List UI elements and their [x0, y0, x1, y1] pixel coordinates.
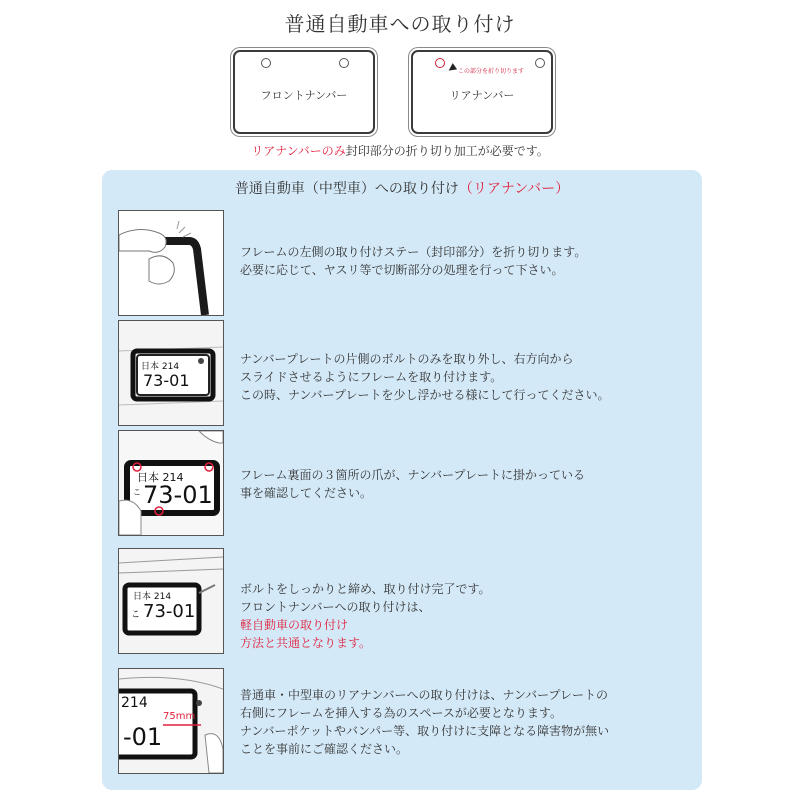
plate-text: 日本 214	[137, 471, 184, 484]
step-2-line: ナンバープレートの片側のボルトのみを取り外し、右方向から	[240, 352, 574, 366]
step-2-line: スライドさせるようにフレームを取り付けます。	[240, 370, 503, 384]
panel-title-highlight: （リアナンバー）	[458, 181, 570, 197]
note-highlight: リアナンバーのみ	[251, 144, 346, 158]
panel-title	[102, 178, 702, 198]
step-5-text	[240, 686, 609, 758]
rear-callout: この部分を折り切ります	[458, 68, 525, 75]
step-2-text	[240, 350, 609, 404]
arrow-icon: ◀	[445, 61, 459, 76]
step-3-text	[240, 466, 585, 502]
step-5-illustration	[118, 668, 224, 774]
plate-kana: こ	[131, 610, 141, 620]
mount-hole	[535, 58, 545, 68]
step-3-illustration	[118, 430, 224, 536]
step-1-line: フレームの左側の取り付けステー（封印部分）を折り切ります。	[240, 245, 587, 259]
rear-plate-label: リアナンバー	[449, 89, 515, 102]
plate-text: 214	[121, 695, 148, 711]
page-title: 普通自動車への取り付け	[284, 12, 516, 36]
step-4-illustration	[118, 548, 224, 654]
plate-kana: こ	[133, 488, 141, 497]
plate-text: 日本 214	[141, 362, 180, 372]
step-5-line: 普通車・中型車のリアナンバーへの取り付けは、ナンバープレートの	[240, 688, 609, 702]
mount-hole	[261, 58, 271, 68]
step-3-line: フレーム裏面の３箇所の爪が、ナンバープレートに掛かっている	[240, 468, 586, 482]
step-5-line: ナンバーポケットやバンパー等、取り付けに支障となる障害物が無い	[240, 724, 610, 738]
dimension-label: 75mm	[163, 711, 196, 722]
plate-number: -01	[123, 723, 163, 751]
plate-number: 73-01	[143, 371, 190, 390]
plate-number: 73-01	[143, 601, 196, 622]
panel-title-main: 普通自動車（中型車）への取り付け	[234, 181, 459, 197]
mount-hole	[339, 58, 349, 68]
step-1-illustration	[118, 210, 224, 316]
front-plate-diagram	[233, 50, 375, 134]
step-1-text	[240, 243, 586, 279]
step-4-line: フロントナンバーへの取り付けは、 軽自動車の取り付け	[240, 600, 431, 632]
plate-text: 日本 214	[133, 592, 172, 602]
note-text: 封印部分の折り切り加工が必要です。	[345, 144, 549, 158]
step-3-line: 事を確認してください。	[240, 486, 373, 500]
step-4-line: 方法と共通となります。	[240, 636, 372, 650]
step-4-line: ボルトをしっかりと締め、取り付け完了です。	[240, 582, 491, 596]
plate-number: 73-01	[143, 481, 213, 509]
seal-hole	[435, 58, 445, 68]
rear-plate-diagram	[411, 50, 553, 134]
step-2-line: この時、ナンバープレートを少し浮かせる様にして行ってください。	[240, 388, 610, 402]
step-5-line: 右側にフレームを挿入する為のスペースが必要となります。	[240, 706, 562, 720]
front-plate-label: フロントナンバー	[260, 89, 348, 102]
step-2-illustration	[118, 320, 224, 426]
step-5-line: ことを事前にご確認ください。	[240, 742, 409, 756]
step-4-text	[240, 580, 491, 652]
step-1-line: 必要に応じて、ヤスリ等で切断部分の処理を行って下さい。	[240, 263, 564, 277]
note	[0, 142, 800, 159]
